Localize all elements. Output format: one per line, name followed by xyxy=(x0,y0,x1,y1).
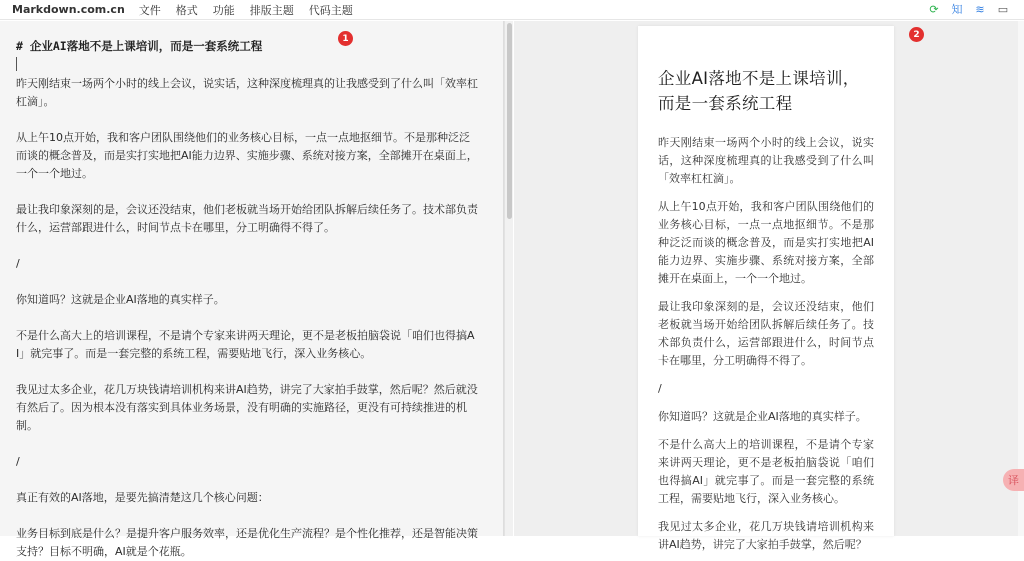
editor-paragraph[interactable]: 真正有效的AI落地，是要先搞清楚这几个核心问题： xyxy=(16,491,269,504)
editor-scroll-thumb[interactable] xyxy=(507,23,512,219)
brand-logo[interactable]: Markdown.com.cn xyxy=(12,3,125,16)
menu-layout-theme[interactable]: 排版主题 xyxy=(249,3,294,17)
layers-icon[interactable]: ≋ xyxy=(975,2,985,16)
preview-paragraph: 最让我印象深刻的是，会议还没结束，他们老板就当场开始给团队拆解后续任务了。技术部负责什么，运营部跟进什么，时间节点卡在哪里，分工明确得不得了。 xyxy=(658,300,874,367)
editor-separator[interactable]: / xyxy=(16,455,20,468)
monitor-icon[interactable]: ▭ xyxy=(997,2,1009,16)
editor-paragraph[interactable]: 我见过太多企业，花几万块钱请培训机构来讲AI趋势，讲完了大家拍手鼓掌，然后呢？然后就没有然后了。因为根本没有落实到具体业务场景，没有明确的实施路径，更没有可持续推进的机制。 xyxy=(16,383,478,432)
markdown-editor[interactable] xyxy=(0,21,504,558)
menu-code-theme[interactable]: 代码主题 xyxy=(308,3,353,17)
preview-paper xyxy=(638,26,894,551)
refresh-icon[interactable]: ⟳ xyxy=(929,2,939,16)
top-menu-bar xyxy=(0,0,1024,20)
text-cursor xyxy=(16,57,17,71)
editor-scrollbar[interactable] xyxy=(504,21,513,536)
preview-paragraph: 昨天刚结束一场两个小时的线上会议，说实话，这种深度梳理真的让我感受到了什么叫「效率杠杠滴」。 xyxy=(658,136,874,185)
menu-file[interactable]: 文件 xyxy=(138,3,161,17)
menu-format[interactable]: 格式 xyxy=(175,3,198,17)
top-right-toolbar xyxy=(927,2,1010,16)
preview-paragraph: 你知道吗？这就是企业AI落地的真实样子。 xyxy=(658,410,867,423)
editor-paragraph[interactable]: 你知道吗？这就是企业AI落地的真实样子。 xyxy=(16,293,225,306)
translate-float-button[interactable]: 译 xyxy=(1003,469,1024,491)
editor-paragraph[interactable]: 不是什么高大上的培训课程，不是请个专家来讲两天理论，更不是老板拍脑袋说「咱们也得搞AI」就完事了。而是一套完整的系统工程，需要贴地飞行，深入业务核心。 xyxy=(16,329,475,360)
main-menu xyxy=(139,2,368,18)
preview-paragraph: 我见过太多企业，花几万块钱请培训机构来讲AI趋势，讲完了大家拍手鼓掌，然后呢？ xyxy=(658,520,874,551)
preview-scrollbar[interactable] xyxy=(1018,21,1024,536)
editor-paragraph[interactable]: 最让我印象深刻的是，会议还没结束，他们老板就当场开始给团队拆解后续任务了。技术部负责什么，运营部跟进什么，时间节点卡在哪里，分工明确得不得了。 xyxy=(16,203,478,234)
editor-heading[interactable]: # 企业AI落地不是上课培训，而是一套系统工程 xyxy=(16,39,263,53)
preview-separator: / xyxy=(658,382,662,395)
editor-paragraph[interactable]: 业务目标到底是什么？是提升客户服务效率，还是优化生产流程？是个性化推荐，还是智能决策支持？目标不明确，AI就是个花瓶。 xyxy=(16,527,478,558)
preview-badge: 2 xyxy=(909,27,924,42)
preview-paragraph: 从上午10点开始，我和客户团队围绕他们的业务核心目标，一点一点地抠细节。不是那种泛泛而谈的概念普及，而是实打实地把AI能力边界、实施步骤、系统对接方案，全部摊开在桌面上，一个一个地过。 xyxy=(658,200,874,285)
editor-separator[interactable]: / xyxy=(16,257,20,270)
editor-badge: 1 xyxy=(338,31,353,46)
preview-paragraph: 不是什么高大上的培训课程，不是请个专家来讲两天理论，更不是老板拍脑袋说「咱们也得搞AI」就完事了。而是一套完整的系统工程，需要贴地飞行，深入业务核心。 xyxy=(658,438,874,505)
menu-function[interactable]: 功能 xyxy=(212,3,235,17)
preview-heading: 企业AI落地不是上课培训，而是一套系统工程 xyxy=(658,69,860,113)
editor-paragraph[interactable]: 从上午10点开始，我和客户团队围绕他们的业务核心目标，一点一点地抠细节。不是那种泛泛而谈的概念普及，而是实打实地把AI能力边界、实施步骤、系统对接方案，全部摊开在桌面上，一个一个地过。 xyxy=(16,131,478,180)
editor-paragraph[interactable]: 昨天刚结束一场两个小时的线上会议，说实话，这种深度梳理真的让我感受到了什么叫「效率杠杠滴」。 xyxy=(16,77,478,108)
zhihu-icon[interactable]: 知 xyxy=(951,3,963,16)
